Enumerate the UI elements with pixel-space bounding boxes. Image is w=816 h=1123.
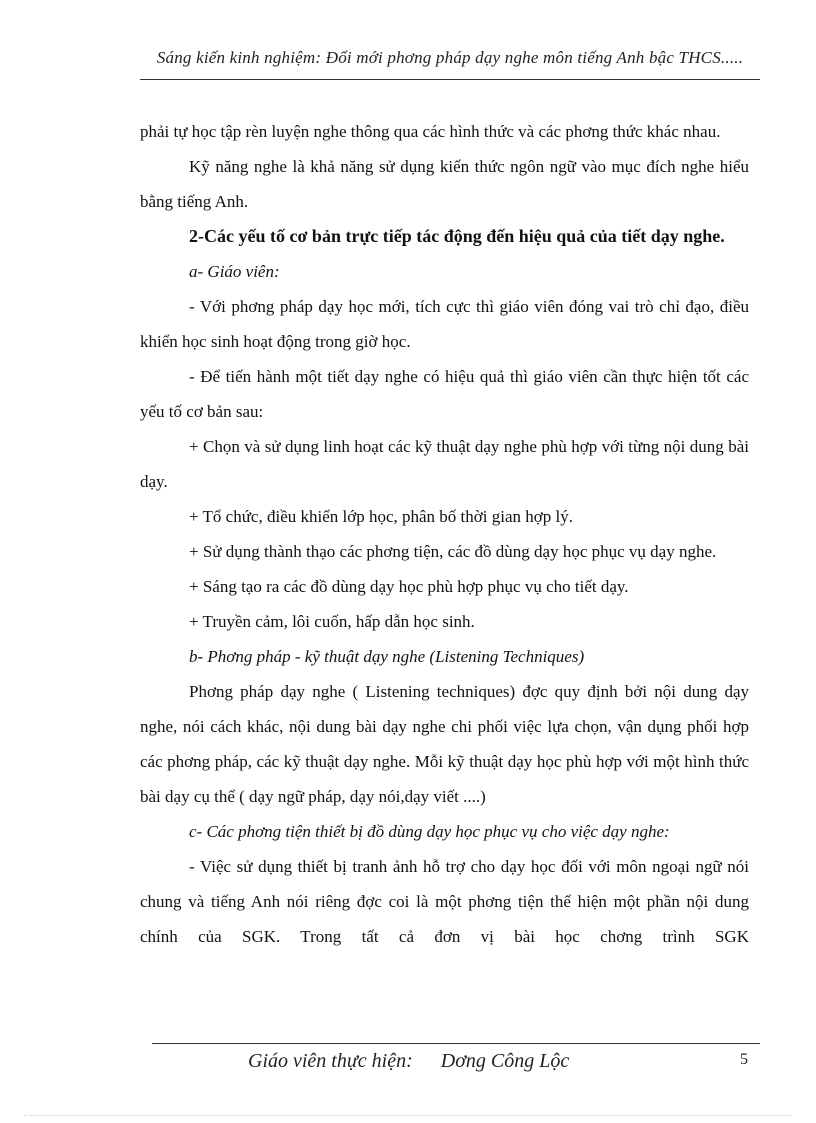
- subheading-b-techniques: b- Phơng pháp - kỹ thuật dạy nghe (Listening Techniques): [189, 647, 585, 666]
- footer-author: Dơng Công Lộc: [440, 1050, 570, 1072]
- page-edge-divider: [24, 1115, 792, 1116]
- page-header-title: Sáng kiến kinh nghiệm: Đổi mới phơng pháp dạy nghe môn tiếng Anh bậc THCS.....: [156, 48, 744, 67]
- subheading-a-teacher: a- Giáo viên:: [189, 262, 280, 281]
- list-item-use-equipment: + Sử dụng thành thạo các phơng tiện, các đồ dùng dạy học phục vụ dạy nghe.: [189, 542, 717, 561]
- page-footer: [248, 1050, 569, 1073]
- list-item-organize-class: + Tổ chức, điều khiển lớp học, phân bố thời gian hợp lý.: [189, 507, 573, 526]
- list-item-inspire-students: + Truyền cảm, lôi cuốn, hấp dẫn học sinh.: [189, 612, 475, 631]
- document-body: [140, 114, 749, 954]
- page-number: 5: [740, 1051, 748, 1068]
- list-item-create-materials: + Sáng tạo ra các đồ dùng dạy học phù hợp phục vụ cho tiết dạy.: [189, 577, 629, 596]
- footer-rule: [152, 1043, 760, 1044]
- section-heading-2: 2-Các yếu tố cơ bản trực tiếp tác động đến hiệu quả của tiết dạy nghe.: [189, 226, 725, 246]
- subheading-c-equipment: c- Các phơng tiện thiết bị đồ dùng dạy học phục vụ cho việc dạy nghe:: [189, 822, 670, 841]
- footer-label: Giáo viên thực hiện:: [248, 1050, 413, 1072]
- paragraph-listening-skill: Kỹ năng nghe là khả năng sử dụng kiến thức ngôn ngữ vào mục đích nghe hiểu bằng tiếng Anh.: [140, 157, 749, 211]
- paragraph-equipment-usage: - Việc sử dụng thiết bị tranh ảnh hỗ trợ cho dạy học đối với môn ngoại ngữ nói chung và tiếng Anh nói riêng đợc coi là một phơng tiện thể hiện một phần nội dung chính của SGK. Trong tất cả đơn vị bài học chơng trình SGK: [140, 857, 749, 946]
- paragraph-teacher-role: - Với phơng pháp dạy học mới, tích cực thì giáo viên đóng vai trò chỉ đạo, điều khiển học sinh hoạt động trong giờ học.: [140, 297, 749, 351]
- paragraph-continuation: phải tự học tập rèn luyện nghe thông qua các hình thức và các phơng thức khác nhau.: [140, 122, 721, 141]
- paragraph-teacher-factors: - Để tiến hành một tiết dạy nghe có hiệu quả thì giáo viên cần thực hiện tốt các yếu tố cơ bản sau:: [140, 367, 749, 421]
- paragraph-listening-techniques: Phơng pháp dạy nghe ( Listening techniques) đợc quy định bởi nội dung dạy nghe, nói cách khác, nội dung bài dạy nghe chi phối việc lựa chọn, vận dụng phối hợp các phơng pháp, các kỹ thuật dạy nghe. Mỗi kỹ thuật dạy học phù hợp với một hình thức bài dạy cụ thể ( dạy ngữ pháp, dạy nói,dạy viết ....): [140, 682, 749, 806]
- header-rule: [140, 79, 760, 80]
- list-item-choose-techniques: + Chọn và sử dụng linh hoạt các kỹ thuật dạy nghe phù hợp với từng nội dung bài dạy.: [140, 437, 749, 491]
